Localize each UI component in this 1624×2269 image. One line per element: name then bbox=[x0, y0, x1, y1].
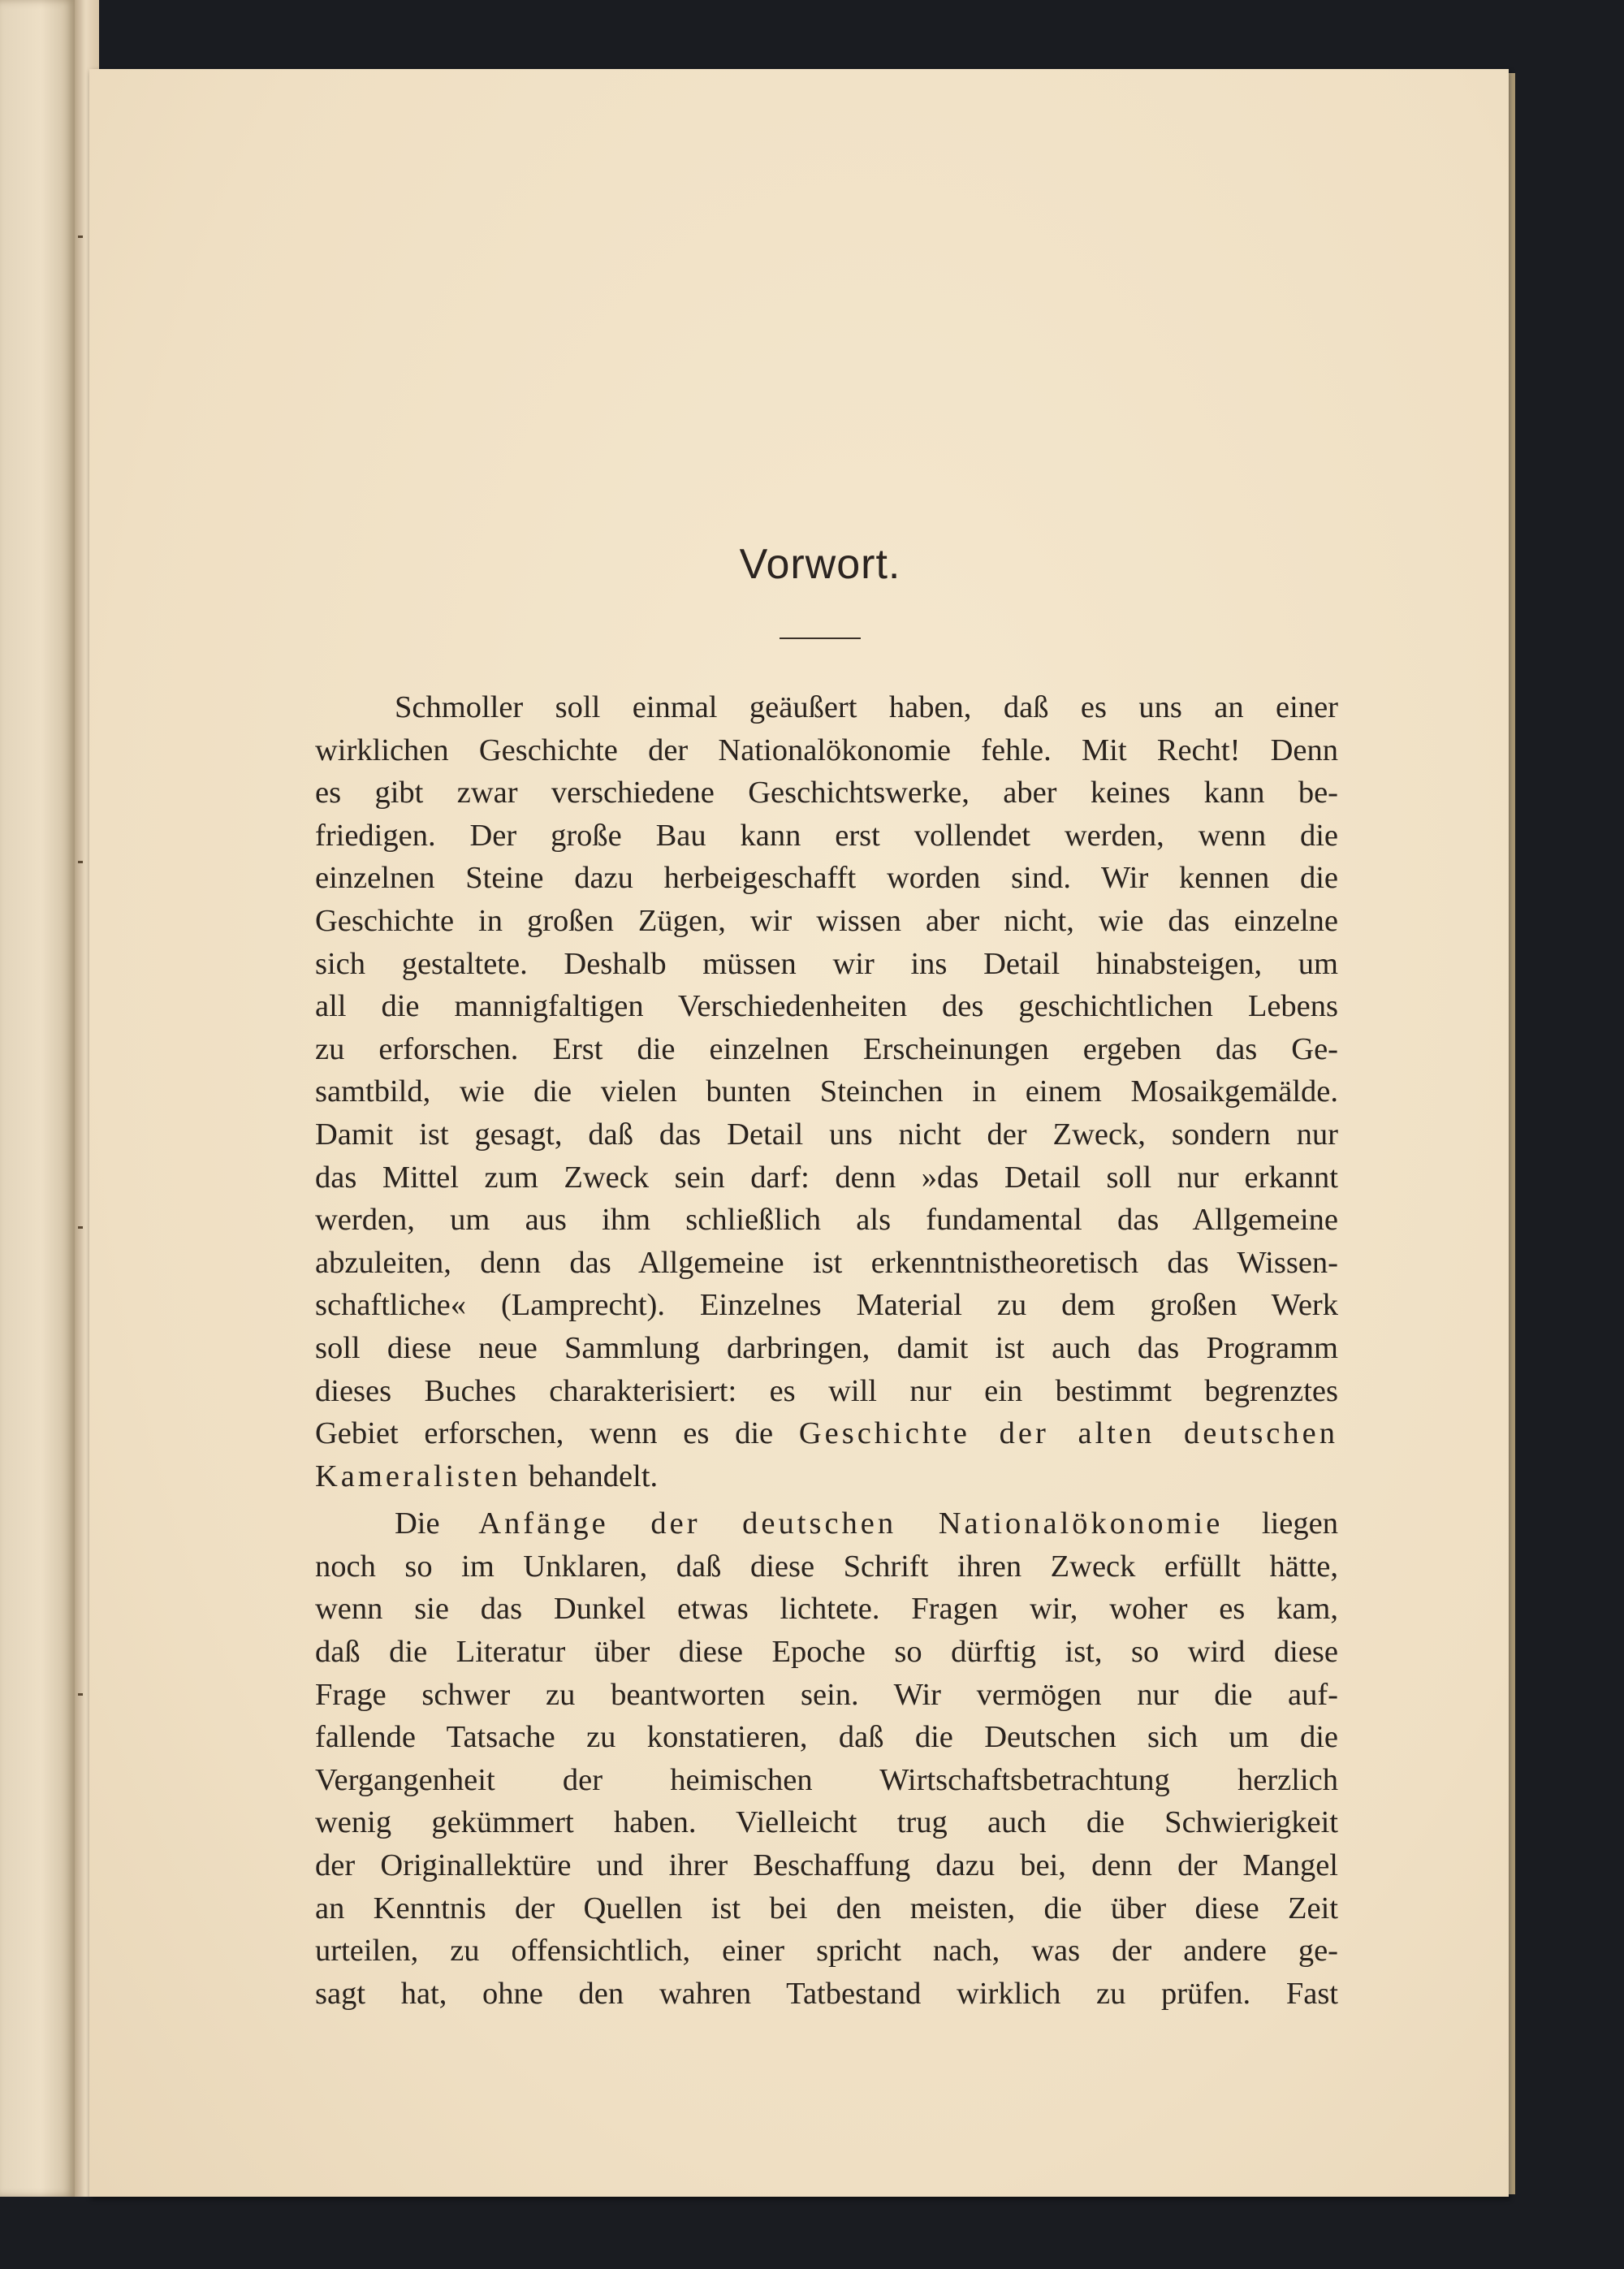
text-line: Vergangenheit der heimischen Wirtschaftsbetrachtung herzlich bbox=[315, 1762, 1338, 1797]
text-line: friedigen. Der große Bau kann erst vollendet werden, wenn die bbox=[315, 818, 1338, 853]
text-line: Schmoller soll einmal geäußert haben, daß es uns an einer bbox=[395, 690, 1338, 724]
text-fragment: Gebiet erforschen, wenn es die bbox=[315, 1416, 799, 1451]
page-heading: Vorwort. bbox=[739, 541, 901, 588]
text-line bbox=[315, 1412, 1338, 1455]
heading-rule bbox=[780, 637, 861, 639]
text-line: daß die Literatur über diese Epoche so dürftig ist, so wird diese bbox=[315, 1635, 1338, 1670]
text-line: zu erforschen. Erst die einzelnen Erscheinungen ergeben das Ge- bbox=[315, 1031, 1338, 1066]
facing-page-edge bbox=[0, 0, 75, 2197]
text-line: wenig gekümmert haben. Vielleicht trug auch die Schwierigkeit bbox=[315, 1805, 1338, 1840]
text-line: abzuleiten, denn das Allgemeine ist erkenntnistheoretisch das Wissen- bbox=[315, 1245, 1338, 1280]
text-fragment: behandelt. bbox=[520, 1459, 659, 1493]
text-line: dieses Buches charakterisiert: es will nur ein bestimmt begrenztes bbox=[315, 1373, 1338, 1408]
emphasized-text: Kameralisten bbox=[315, 1459, 521, 1493]
text-line: Damit ist gesagt, daß das Detail uns nicht der Zweck, sondern nur bbox=[315, 1117, 1338, 1152]
text-line: samtbild, wie die vielen bunten Steinchen in einem Mosaikgemälde. bbox=[315, 1074, 1338, 1109]
text-line: wirklichen Geschichte der Nationalökonomie fehle. Mit Recht! Denn bbox=[315, 733, 1338, 767]
binding-stitch bbox=[78, 1226, 83, 1229]
text-line: es gibt zwar verschiedene Geschichtswerke, aber keines kann be- bbox=[315, 776, 1338, 810]
binding-stitch bbox=[78, 236, 83, 238]
emphasized-text: Geschichte der alten deutschen bbox=[798, 1416, 1338, 1451]
text-fragment: Die bbox=[395, 1506, 479, 1541]
emphasized-text: Anfänge der deutschen Nationalökonomie bbox=[478, 1506, 1224, 1541]
text-line bbox=[315, 1455, 1338, 1498]
page-body bbox=[315, 686, 1338, 2015]
text-line: werden, um aus ihm schließlich als fundamental das Allgemeine bbox=[315, 1203, 1338, 1238]
text-line: noch so im Unklaren, daß diese Schrift ihren Zweck erfüllt hätte, bbox=[315, 1549, 1338, 1584]
text-line: wenn sie das Dunkel etwas lichtete. Fragen wir, woher es kam, bbox=[315, 1592, 1338, 1627]
text-line: urteilen, zu offensichtlich, einer spricht nach, was der andere ge- bbox=[315, 1934, 1338, 1969]
text-line: fallende Tatsache zu konstatieren, daß die Deutschen sich um die bbox=[315, 1720, 1338, 1755]
binding-stitch bbox=[78, 861, 83, 863]
text-line: einzelnen Steine dazu herbeigeschafft worden sind. Wir kennen die bbox=[315, 861, 1338, 896]
text-line: der Originallektüre und ihrer Beschaffung dazu bei, denn der Mangel bbox=[315, 1848, 1338, 1883]
text-line: das Mittel zum Zweck sein darf: denn »das Detail soll nur erkannt bbox=[315, 1160, 1338, 1195]
text-line: sagt hat, ohne den wahren Tatbestand wirklich zu prüfen. Fast bbox=[315, 1976, 1338, 2011]
paragraph-1 bbox=[315, 686, 1338, 1498]
text-line: Geschichte in großen Zügen, wir wissen aber nicht, wie das einzelne bbox=[315, 903, 1338, 938]
text-line bbox=[315, 1502, 1338, 1545]
text-line: an Kenntnis der Quellen ist bei den meisten, die über diese Zeit bbox=[315, 1891, 1338, 1925]
text-line: sich gestaltete. Deshalb müssen wir ins Detail hinabsteigen, um bbox=[315, 946, 1338, 981]
binding-stitch bbox=[78, 1693, 83, 1696]
text-fragment: liegen bbox=[1223, 1506, 1338, 1541]
text-line: soll diese neue Sammlung darbringen, damit ist auch das Programm bbox=[315, 1330, 1338, 1365]
text-line: schaftliche« (Lamprecht). Einzelnes Material zu dem großen Werk bbox=[315, 1288, 1338, 1323]
paragraph-2 bbox=[315, 1502, 1338, 2015]
text-line: all die mannigfaltigen Verschiedenheiten des geschichtlichen Lebens bbox=[315, 989, 1338, 1024]
text-line: Frage schwer zu beantworten sein. Wir vermögen nur die auf- bbox=[315, 1677, 1338, 1712]
